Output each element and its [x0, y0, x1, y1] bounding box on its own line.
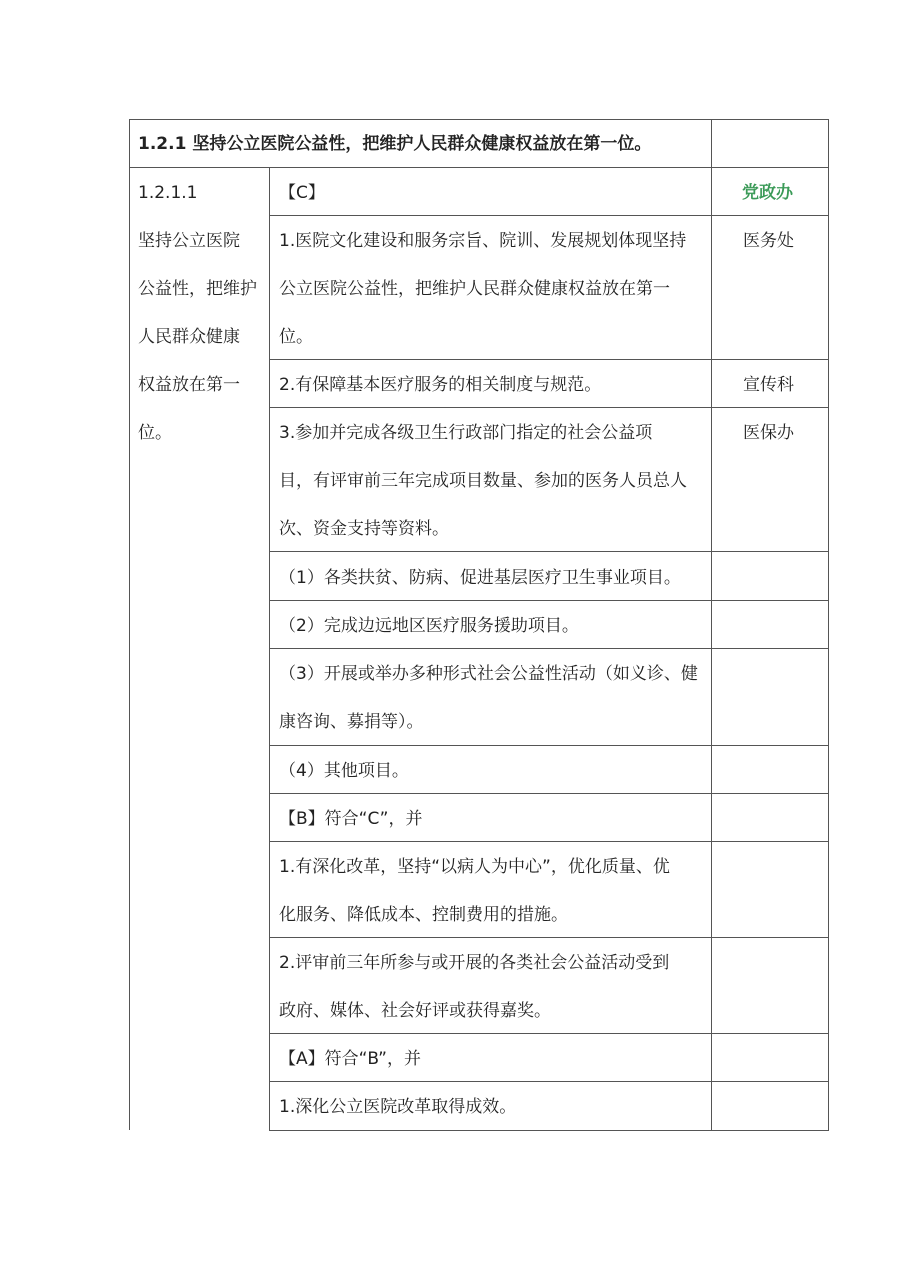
table-border — [269, 648, 829, 649]
dept-label: 医务处 — [743, 231, 794, 251]
criteria-line: 目，有评审前三年完成项目数量、参加的医务人员总人 — [279, 471, 687, 491]
table-border — [269, 793, 829, 794]
table-border — [269, 215, 829, 216]
section-title: 1.2.1 坚持公立医院公益性，把维护人民群众健康权益放在第一位。 — [138, 134, 652, 154]
criteria-line: 化服务、降低成本、控制费用的措施。 — [279, 905, 568, 925]
item-desc-line-4: 权益放在第一 — [138, 375, 240, 395]
dept-label: 党政办 — [742, 183, 793, 203]
criteria-line: 1.深化公立医院改革取得成效。 — [279, 1097, 517, 1117]
criteria-line: 2.评审前三年所参与或开展的各类社会公益活动受到 — [279, 953, 670, 973]
criteria-line: （2）完成边远地区医疗服务援助项目。 — [279, 616, 579, 636]
table-border — [269, 745, 829, 746]
criteria-line: 3.参加并完成各级卫生行政部门指定的社会公益项 — [279, 423, 653, 443]
criteria-line: 次、资金支持等资料。 — [279, 519, 449, 539]
table-border — [269, 1033, 829, 1034]
criteria-line: 康咨询、募捐等）。 — [279, 712, 424, 732]
item-desc-line-3: 人民群众健康 — [138, 327, 240, 347]
item-desc-line-2: 公益性，把维护 — [138, 279, 257, 299]
table-border — [269, 1130, 829, 1131]
table-border — [269, 407, 829, 408]
criteria-line: 1.有深化改革，坚持“以病人为中心”，优化质量、优 — [279, 857, 670, 877]
table-border — [269, 551, 829, 552]
table-border — [711, 119, 712, 1130]
criteria-line: 【C】 — [279, 183, 325, 203]
table-border — [269, 841, 829, 842]
dept-label: 宣传科 — [743, 375, 794, 395]
table-border — [269, 937, 829, 938]
table-border — [828, 119, 829, 1131]
criteria-line: 【B】符合“C”，并 — [279, 809, 423, 829]
item-desc-line-5: 位。 — [138, 423, 172, 443]
criteria-line: （1）各类扶贫、防病、促进基层医疗卫生事业项目。 — [279, 568, 681, 588]
criteria-line: 位。 — [279, 327, 313, 347]
criteria-line: （4）其他项目。 — [279, 761, 409, 781]
criteria-line: （3）开展或举办多种形式社会公益性活动（如义诊、健 — [279, 664, 698, 684]
item-desc-line-1: 坚持公立医院 — [138, 231, 240, 251]
criteria-line: 政府、媒体、社会好评或获得嘉奖。 — [279, 1001, 551, 1021]
table-border — [129, 167, 829, 168]
table-border — [129, 119, 130, 1130]
table-border — [269, 600, 829, 601]
table-border — [269, 359, 829, 360]
table-border — [269, 1081, 829, 1082]
table-border — [269, 167, 270, 1130]
criteria-line: 2.有保障基本医疗服务的相关制度与规范。 — [279, 375, 602, 395]
dept-label: 医保办 — [743, 423, 794, 443]
criteria-line: 【A】符合“B”，并 — [279, 1049, 421, 1069]
criteria-line: 公立医院公益性，把维护人民群众健康权益放在第一 — [279, 279, 670, 299]
table-border — [129, 119, 829, 120]
criteria-line: 1.医院文化建设和服务宗旨、院训、发展规划体现坚持 — [279, 231, 687, 251]
item-code: 1.2.1.1 — [138, 183, 198, 203]
